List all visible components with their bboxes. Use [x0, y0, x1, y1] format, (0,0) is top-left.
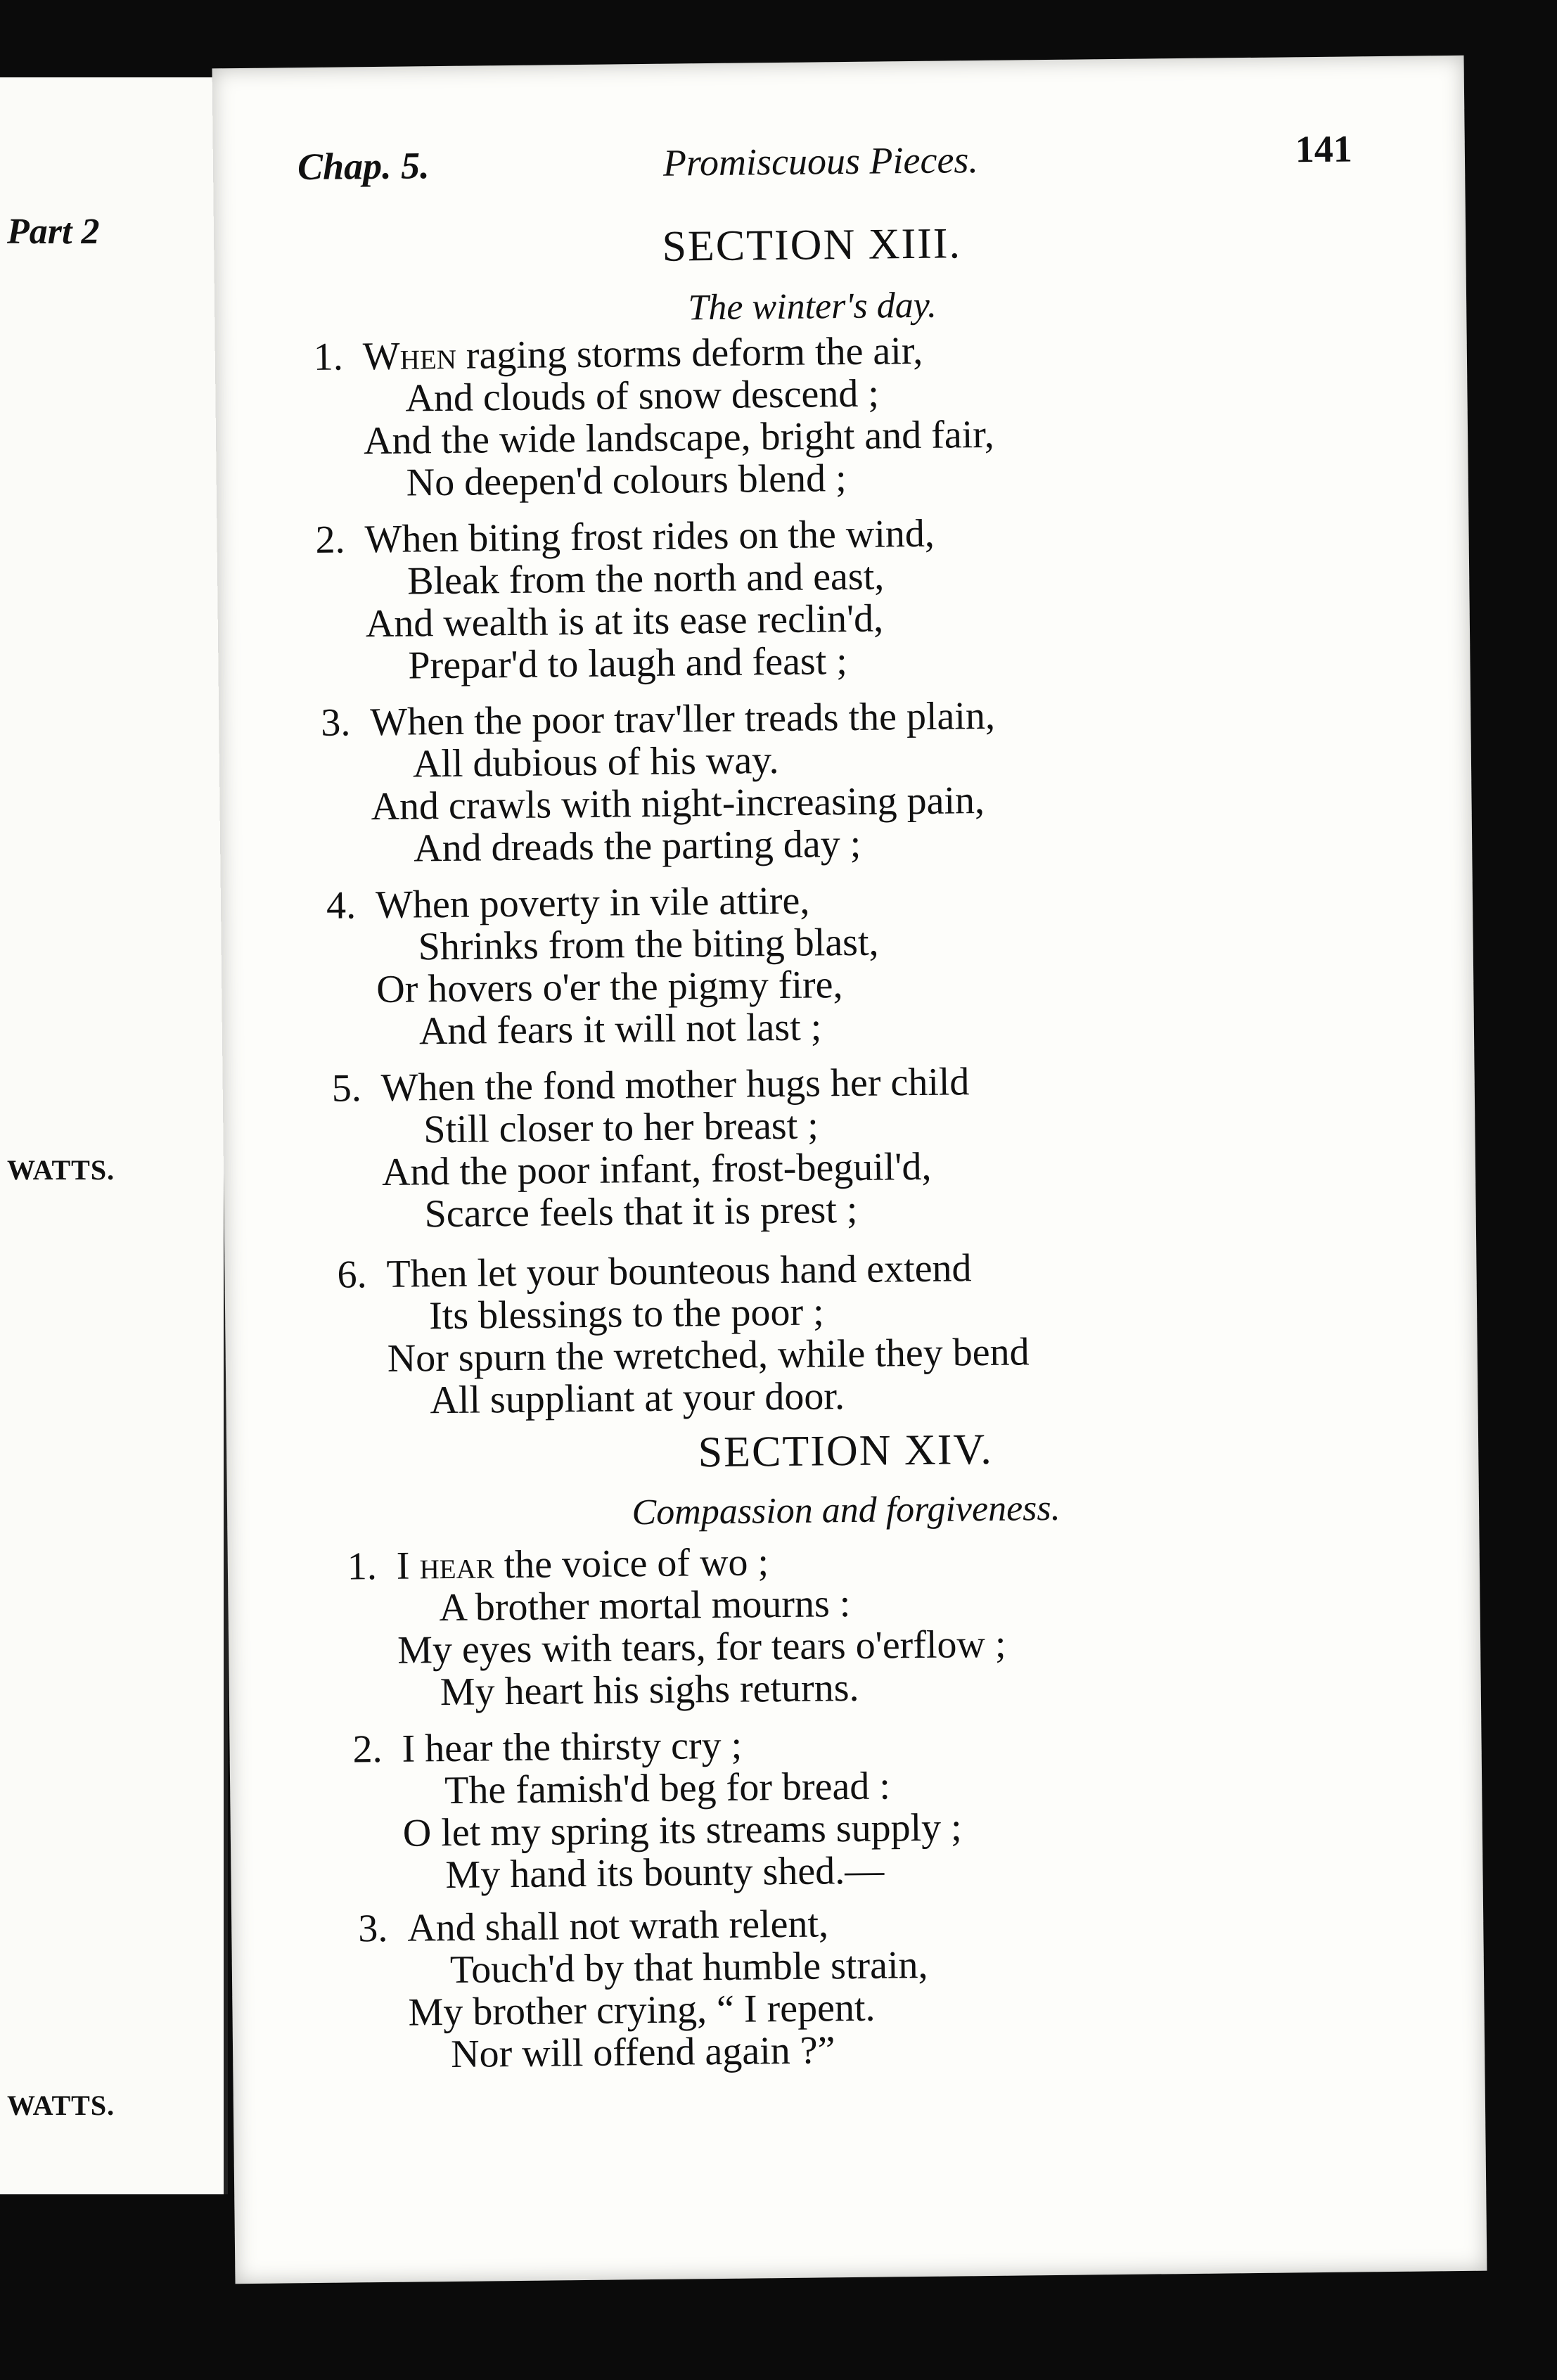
verse-line: My hand its bounty shed.—: [445, 1848, 885, 1898]
left-watts-attribution-1: WATTS.: [7, 1154, 115, 1186]
verse-line: My brother crying, “ I repent.: [408, 1985, 876, 2035]
left-facing-page: [0, 77, 228, 2194]
verse-line: Nor will offend again ?”: [450, 2028, 835, 2077]
verse-line: I hear the thirsty cry ;: [402, 1723, 743, 1771]
verse-line: When biting frost rides on the wind,: [364, 511, 935, 562]
verse-line: And crawls with night-increasing pain,: [371, 778, 985, 829]
verse-line: And fears it will not last ;: [418, 1005, 822, 1054]
section-14-subtitle: Compassion and forgiveness.: [632, 1488, 1061, 1533]
stanza-number: 3.: [357, 1906, 388, 1951]
line-rest: raging storms deform the air,: [456, 328, 923, 378]
verse-line: The famish'd beg for bread :: [444, 1764, 891, 1813]
verse-line: When the fond mother hugs her child: [380, 1060, 970, 1110]
page-number: 141: [1295, 127, 1353, 171]
left-part-label: Part 2: [7, 212, 100, 252]
verse-line: And shall not wrath relent,: [406, 1902, 829, 1950]
verse-line: All suppliant at your door.: [430, 1374, 845, 1423]
verse-line: And wealth is at its ease reclin'd,: [365, 596, 884, 646]
verse-line: Then let your bounteous hand extend: [386, 1246, 972, 1296]
lead-word: I hear: [396, 1543, 495, 1588]
verse-line: A brother mortal mourns :: [439, 1582, 851, 1630]
section-13-heading: SECTION XIII.: [662, 219, 962, 271]
verse-line: Or hovers o'er the pigmy fire,: [376, 963, 843, 1012]
verse-line: All dubious of his way.: [412, 738, 779, 786]
left-watts-attribution-2: WATTS.: [7, 2090, 115, 2121]
stanza-number: 6.: [337, 1253, 367, 1297]
section-13-subtitle: The winter's day.: [688, 285, 937, 328]
verse-line: And the poor infant, frost-beguil'd,: [381, 1144, 932, 1194]
verse-line: Bleak from the north and east,: [406, 554, 885, 603]
running-header: [255, 127, 1353, 209]
verse-line: Still closer to her breast ;: [423, 1103, 819, 1152]
verse-line: Touch'd by that humble strain,: [449, 1943, 928, 1992]
stanza-number: 4.: [326, 883, 357, 928]
verse-line: Nor spurn the wretched, while they bend: [387, 1330, 1030, 1381]
section-14-heading: SECTION XIV.: [698, 1425, 994, 1477]
verse-line: My eyes with tears, for tears o'erflow ;: [397, 1622, 1006, 1672]
stanza-number: 1.: [347, 1544, 378, 1589]
verse-line: When poverty in vile attire,: [375, 878, 810, 928]
verse-line: And the wide landscape, bright and fair,: [363, 412, 994, 463]
book-page: [212, 56, 1487, 2284]
running-title: Promiscuous Pieces.: [662, 139, 979, 184]
verse-line: And clouds of snow descend ;: [405, 371, 880, 421]
verse-line: O let my spring its streams supply ;: [402, 1805, 962, 1855]
stanza-number: 2.: [352, 1727, 383, 1772]
verse-line: [397, 1540, 769, 1589]
verse-line: When the poor trav'ller treads the plain,: [369, 693, 996, 745]
verse-line: My heart his sighs returns.: [440, 1665, 859, 1715]
stanza-number: 1.: [313, 335, 344, 379]
verse-line: Prepar'd to laugh and feast ;: [408, 639, 848, 688]
stanza-number: 5.: [331, 1066, 362, 1111]
verse-line: And dreads the parting day ;: [413, 821, 861, 871]
stanza-number: 3.: [320, 700, 351, 745]
verse-line: No deepen'd colours blend ;: [406, 456, 847, 505]
line-rest: the voice of wo ;: [494, 1540, 769, 1587]
verse-line: Scarce feels that it is prest ;: [424, 1187, 858, 1236]
stanza-number: 2.: [315, 518, 345, 562]
lead-word: When: [362, 333, 457, 379]
verse-line: Its blessings to the poor ;: [428, 1290, 824, 1338]
chapter-label: Chap. 5.: [297, 144, 430, 188]
verse-line: Shrinks from the biting blast,: [418, 920, 879, 969]
